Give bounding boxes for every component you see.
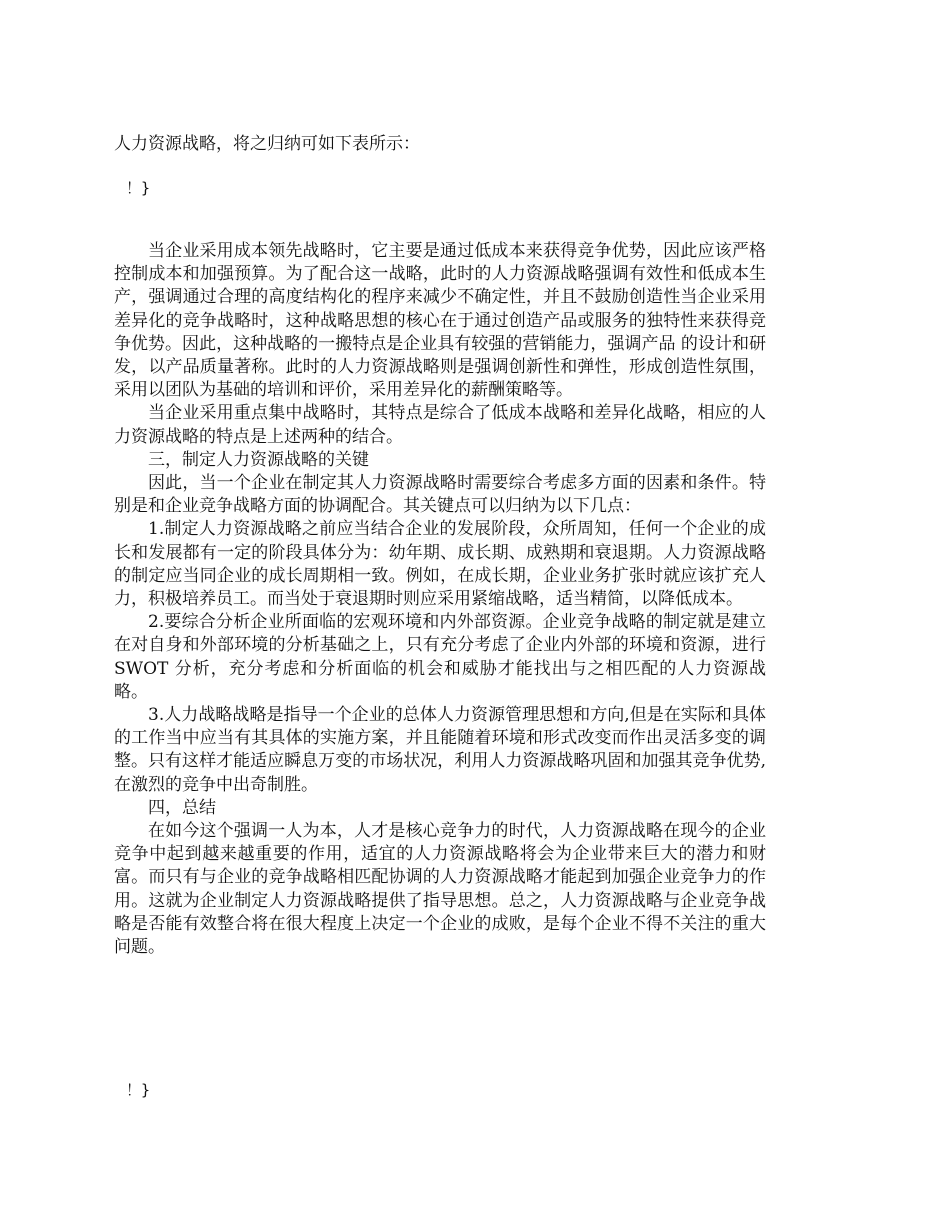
paragraph-focus-strategy: 当企业采用重点集中战略时，其特点是综合了低成本战略和差异化战略，相应的人力资源战略的特点是上述两种的结合。 bbox=[114, 403, 766, 447]
section-heading-summary: 四，总结 bbox=[148, 797, 216, 818]
section-heading-key-points: 三，制定人力资源战略的关键 bbox=[148, 449, 369, 470]
image-placeholder-marker: ！} bbox=[126, 179, 151, 197]
paragraph-key-points-intro: 因此，当一个企业在制定其人力资源战略时需要综合考虑多方面的因素和条件。特别是和企业竞争战略方面的协调配合。其关键点可以归纳为以下几点： bbox=[114, 473, 766, 517]
paragraph-cost-leadership: 当企业采用成本领先战略时，它主要是通过低成本来获得竞争优势，因此应该严格控制成本和加强预算。为了配合这一战略，此时的人力资源战略强调有效性和低成本生产，强调通过合理的高度结构化的程序来减少不确定性，并且不鼓励创造性当企业采用差异化的竞争战略时，这种战略思想的核心在于通过创造产品或服务的独特性来获得竞争优势。因此，这种战略的一搬特点是企业具有较强的营销能力，强调产品 的设计和研发，以产品质量著称。此时的人力资源战略则是强调创新性和弹性，形成创造性氛围，采用以团队为基础的培训和评价，采用差异化的薪酬策略等。 bbox=[114, 241, 766, 401]
paragraph-point-3: 3.人力战略战略是指导一个企业的总体人力资源管理思想和方向,但是在实际和具体的工作当中应当有其具体的实施方案，并且能随着环境和形式改变而作出灵活多变的调整。只有这样才能适应瞬息万变的市场状况，利用人力资源战略巩固和加强其竞争优势,在激烈的竞争中出奇制胜。 bbox=[114, 705, 766, 795]
image-placeholder-marker-bottom: ！} bbox=[126, 1081, 151, 1099]
document-body bbox=[114, 240, 766, 959]
paragraph-point-2: 2.要综合分析企业所面临的宏观环境和内外部资源。企业竞争战略的制定就是建立在对自身和外部环境的分析基础之上，只有充分考虑了企业内外部的环境和资源，进行 SWOT 分析，充分考虑和分析面临的机会和威胁才能找出与之相匹配的人力资源战略。 bbox=[114, 612, 766, 702]
paragraph-point-1: 1.制定人力资源战略之前应当结合企业的发展阶段，众所周知，任何一个企业的成长和发展都有一定的阶段具体分为：幼年期、成长期、成熟期和衰退期。人力资源战略的制定应当同企业的成长周期相一致。例如，在成长期，企业业务扩张时就应该扩充人力，积极培养员工。而当处于衰退期时则应采用紧缩战略，适当精简，以降低成本。 bbox=[114, 519, 766, 610]
intro-line: 人力资源战略，将之归纳可如下表所示： bbox=[114, 134, 420, 154]
paragraph-summary: 在如今这个强调一人为本，人才是核心竞争力的时代，人力资源战略在现今的企业竞争中起到越来越重要的作用，适宜的人力资源战略将会为企业带来巨大的潜力和财富。而只有与企业的竞争战略相匹配协调的人力资源战略才能起到加强企业竞争力的作用。这就为企业制定人力资源战略提供了指导思想。总之，人力资源战略与企业竞争战略是否能有效整合将在很大程度上决定一个企业的成败，是每个企业不得不关注的重大问题。 bbox=[114, 821, 766, 958]
